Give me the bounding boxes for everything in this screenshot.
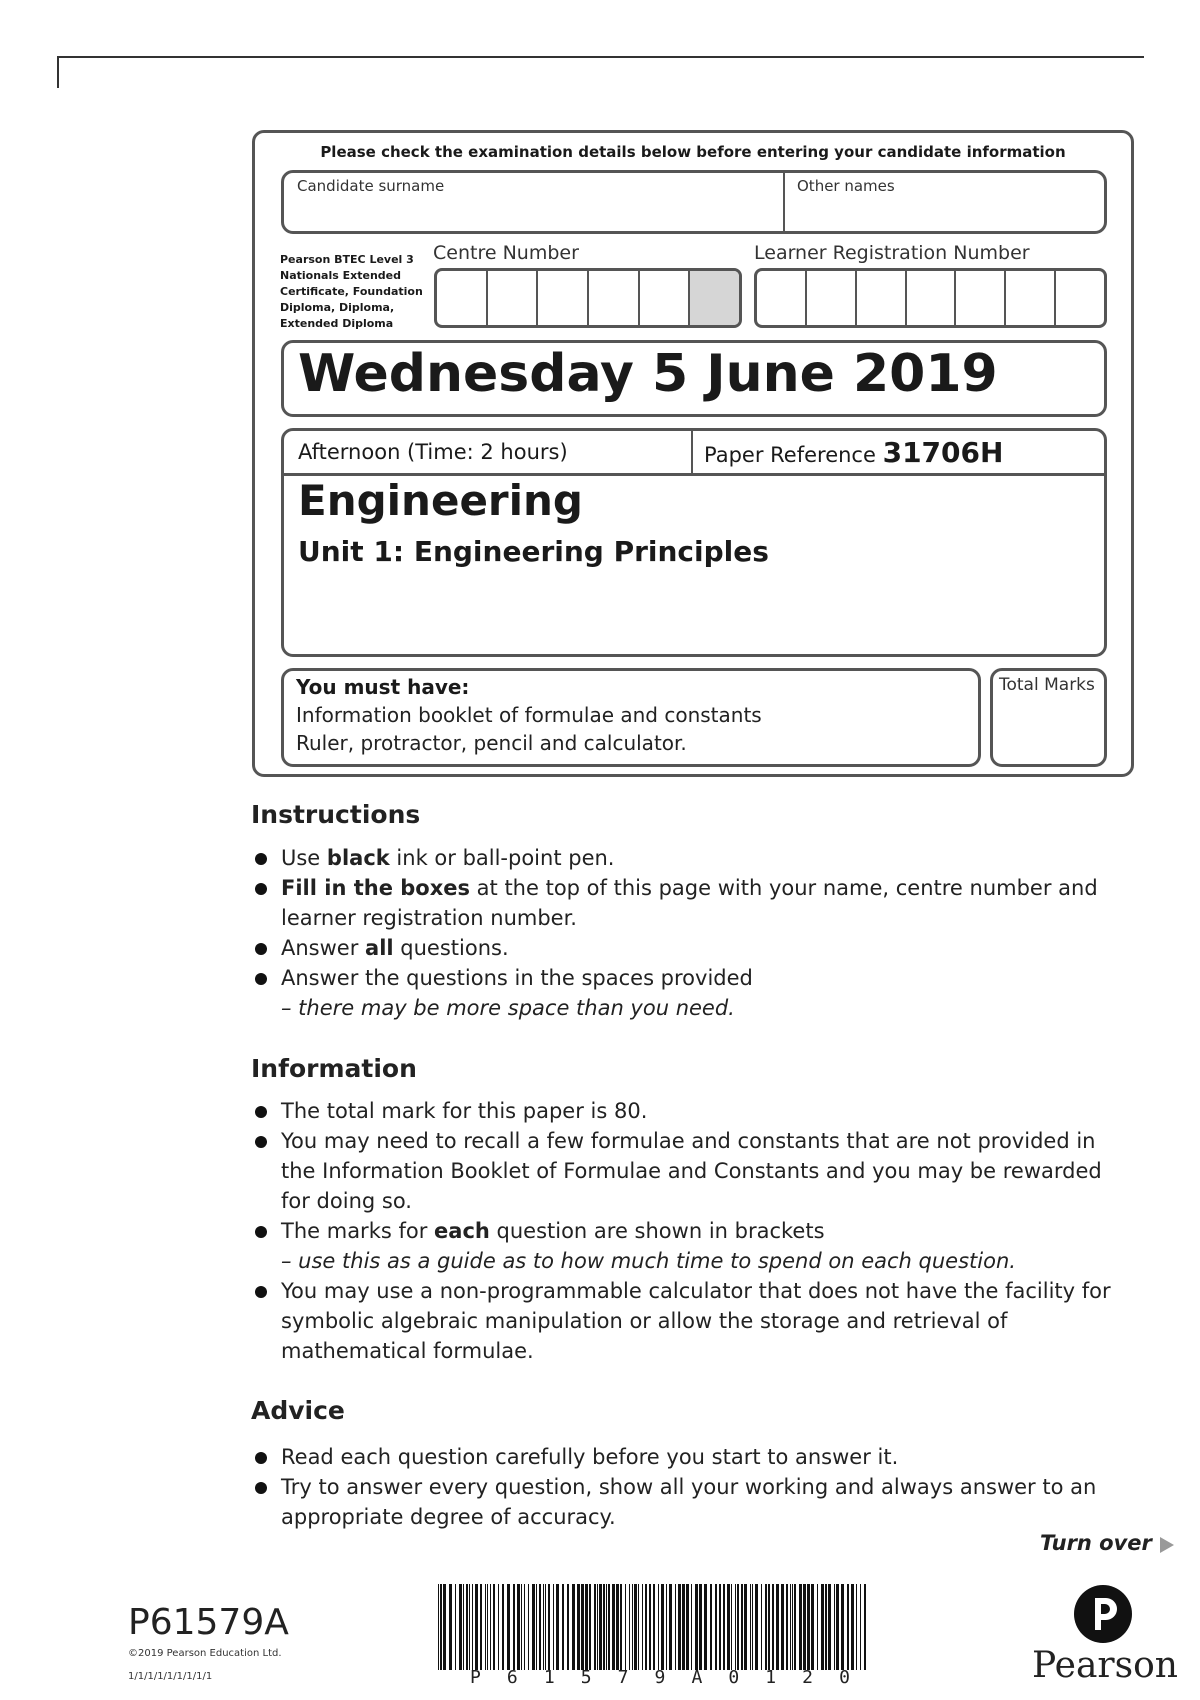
- barcode-bar: [675, 1584, 676, 1670]
- barcode-bar: [524, 1584, 525, 1670]
- barcode-bar: [792, 1584, 793, 1670]
- barcode-bar: [821, 1584, 824, 1670]
- instructions-heading: Instructions: [251, 800, 421, 829]
- barcode-digits: [470, 1667, 850, 1688]
- centre-number-cell[interactable]: [488, 271, 539, 325]
- barcode-digit: 6: [506, 1667, 518, 1688]
- barcode-digit: 1: [543, 1667, 555, 1688]
- centre-number-boxes: [434, 268, 742, 328]
- paper-reference-label: Paper Reference: [704, 443, 876, 467]
- barcode-bar: [817, 1584, 818, 1670]
- other-names-field[interactable]: [797, 176, 1097, 228]
- barcode-bar: [666, 1584, 667, 1670]
- barcode-digit: 2: [802, 1667, 813, 1688]
- information-heading: Information: [251, 1054, 417, 1083]
- bullet-item: The marks for each question are shown in brackets – use this as a guide as to how much time to spend on each question.: [251, 1216, 1111, 1276]
- barcode-bar: [768, 1584, 770, 1670]
- barcode-bar: [803, 1584, 806, 1670]
- barcode-bar: [691, 1584, 692, 1670]
- barcode-bar: [517, 1584, 520, 1670]
- exam-date: Wednesday 5 June 2019: [298, 344, 998, 404]
- bullet-note: – there may be more space than you need.: [281, 996, 735, 1020]
- barcode-digit: P: [470, 1667, 481, 1688]
- bullet-icon: [255, 853, 267, 865]
- barcode-bar: [513, 1584, 515, 1670]
- bullet-item: Read each question carefully before you start to answer it.: [251, 1442, 1111, 1472]
- barcode-bar: [493, 1584, 495, 1670]
- barcode-bar: [466, 1584, 468, 1670]
- barcode-bar: [634, 1584, 637, 1670]
- barcode-bar: [825, 1584, 827, 1670]
- barcode-bar: [752, 1584, 753, 1670]
- barcode-bar: [678, 1584, 681, 1670]
- bullet-item: You may need to recall a few formulae and constants that are not provided in the Information Booklet of Formulae and Constants and you may be rewarded for doing so.: [251, 1126, 1111, 1216]
- barcode-bar: [649, 1584, 651, 1670]
- barcode-bar: [629, 1584, 630, 1670]
- barcode-digit: A: [691, 1667, 703, 1688]
- bullet-note: – use this as a guide as to how much time to spend on each question.: [281, 1249, 1016, 1273]
- barcode-bar: [719, 1584, 721, 1670]
- barcode-bar: [498, 1584, 499, 1670]
- bullet-icon: [255, 1482, 267, 1494]
- barcode-bar: [638, 1584, 639, 1670]
- barcode-bar: [661, 1584, 664, 1670]
- learner-registration-cell[interactable]: [757, 271, 807, 325]
- centre-number-cell[interactable]: [437, 271, 488, 325]
- barcode-bar: [658, 1584, 659, 1670]
- barcode-bar: [737, 1584, 739, 1670]
- barcode-bar: [567, 1584, 569, 1670]
- bullet-icon: [255, 1106, 267, 1118]
- qualification-line: Nationals Extended: [280, 269, 401, 282]
- barcode-bar: [781, 1584, 784, 1670]
- total-marks-label: Total Marks: [999, 675, 1095, 695]
- barcode-bar: [485, 1584, 486, 1670]
- barcode-bar: [864, 1584, 866, 1670]
- barcode-bar: [606, 1584, 607, 1670]
- barcode-bar: [847, 1584, 849, 1670]
- barcode-bar: [741, 1584, 743, 1670]
- bullet-item: Fill in the boxes at the top of this page with your name, centre number and learner registration number.: [251, 873, 1111, 933]
- unit-title: Unit 1: Engineering Principles: [298, 535, 769, 568]
- barcode-bar: [455, 1584, 456, 1670]
- barcode-bar: [632, 1584, 633, 1670]
- centre-number-cell[interactable]: [589, 271, 640, 325]
- barcode-bar: [581, 1584, 584, 1670]
- barcode-bar: [860, 1584, 861, 1670]
- learner-registration-cell[interactable]: [907, 271, 957, 325]
- centre-number-label: Centre Number: [433, 242, 579, 264]
- bullet-item: Answer all questions.: [251, 933, 1111, 963]
- subject-title: Engineering: [298, 476, 583, 525]
- barcode-bar: [616, 1584, 619, 1670]
- barcode-bar: [642, 1584, 643, 1670]
- barcode-bar: [548, 1584, 550, 1670]
- barcode-bar: [556, 1584, 559, 1670]
- information-list: [251, 1096, 1111, 1366]
- barcode-bar: [608, 1584, 610, 1670]
- learner-registration-cell[interactable]: [857, 271, 907, 325]
- barcode-bar: [438, 1584, 439, 1670]
- barcode-bar: [507, 1584, 510, 1670]
- bullet-item: Try to answer every question, show all your working and always answer to an appropriate degree of accuracy.: [251, 1472, 1111, 1532]
- barcode-digit: 0: [839, 1667, 850, 1688]
- qualification-line: Extended Diploma: [280, 317, 394, 330]
- barcode-bar: [572, 1584, 575, 1670]
- barcode-digit: 7: [617, 1667, 629, 1688]
- barcode-bar: [536, 1584, 537, 1670]
- barcode-bar: [841, 1584, 844, 1670]
- barcode-bar: [440, 1584, 442, 1670]
- barcode-bar: [669, 1584, 672, 1670]
- barcode-bar: [449, 1584, 452, 1670]
- barcode-bar: [744, 1584, 747, 1670]
- barcode-bar: [794, 1584, 796, 1670]
- barcode-bar: [463, 1584, 464, 1670]
- bullet-item: The total mark for this paper is 80.: [251, 1096, 1111, 1126]
- pearson-logo-icon: [1073, 1584, 1133, 1644]
- bullet-item: You may use a non-programmable calculator that does not have the facility for symbolic algebraic manipulation or allow the storage and retrieval of mathematical formulae.: [251, 1276, 1111, 1366]
- crop-mark-horizontal: [57, 56, 1144, 58]
- barcode-bar: [475, 1584, 478, 1670]
- barcode-bar: [620, 1584, 622, 1670]
- barcode-bar: [834, 1584, 835, 1670]
- qualification-line: Pearson BTEC Level 3: [280, 253, 414, 266]
- barcode-bar: [553, 1584, 554, 1670]
- must-have-item: Ruler, protractor, pencil and calculator.: [296, 731, 687, 755]
- barcode-bar: [502, 1584, 504, 1670]
- barcode-bar: [710, 1584, 712, 1670]
- learner-registration-cell[interactable]: [1056, 271, 1104, 325]
- paper-code: P61579A: [128, 1602, 289, 1643]
- barcode-bar: [528, 1584, 529, 1670]
- barcode-bar: [443, 1584, 446, 1670]
- must-have-item: Information booklet of formulae and constants: [296, 703, 762, 727]
- turn-over-text: Turn over: [1040, 1531, 1152, 1555]
- barcode-digit: 0: [728, 1667, 740, 1688]
- barcode-bar: [545, 1584, 546, 1670]
- qualification-line: Certificate, Foundation: [280, 285, 423, 298]
- learner-registration-cell[interactable]: [807, 271, 857, 325]
- centre-number-cell[interactable]: [640, 271, 691, 325]
- barcode-bar: [755, 1584, 758, 1670]
- bullet-item: Use black ink or ball-point pen.: [251, 843, 1111, 873]
- barcode-bar: [765, 1584, 767, 1670]
- barcode-bar: [594, 1584, 596, 1670]
- barcode-bar: [786, 1584, 788, 1670]
- advice-list: [251, 1442, 1111, 1532]
- barcode-bar: [597, 1584, 598, 1670]
- paper-details-divider-vertical: [691, 430, 693, 474]
- barcode-bar: [589, 1584, 591, 1670]
- bullet-icon: [255, 1286, 267, 1298]
- barcode-bar: [543, 1584, 544, 1670]
- barcode-bar: [532, 1584, 535, 1670]
- barcode-bar: [585, 1584, 588, 1670]
- centre-number-cell[interactable]: [538, 271, 589, 325]
- barcode-bar: [799, 1584, 802, 1670]
- barcode-bar: [612, 1584, 615, 1670]
- other-names-label: Other names: [797, 177, 895, 195]
- barcode-bar: [487, 1584, 488, 1670]
- barcode-bar: [735, 1584, 736, 1670]
- barcode-bar: [851, 1584, 854, 1670]
- qualification-line: Diploma, Diploma,: [280, 301, 395, 314]
- learner-registration-label: Learner Registration Number: [754, 242, 1030, 264]
- barcode-bar: [490, 1584, 491, 1670]
- session-time: Afternoon (Time: 2 hours): [298, 440, 568, 464]
- advice-heading: Advice: [251, 1396, 345, 1425]
- barcode-bar: [653, 1584, 655, 1670]
- barcode-bar: [695, 1584, 698, 1670]
- candidate-surname-field[interactable]: [297, 176, 767, 228]
- candidate-name-divider: [783, 172, 785, 232]
- pearson-wordmark: Pearson: [1032, 1645, 1178, 1686]
- bullet-item: Answer the questions in the spaces provided – there may be more space than you need.: [251, 963, 1111, 1023]
- barcode-graphic: [438, 1584, 870, 1670]
- barcode-bar: [856, 1584, 857, 1670]
- barcode-bar: [699, 1584, 702, 1670]
- must-have-title: You must have:: [296, 675, 470, 699]
- barcode-bar: [828, 1584, 831, 1670]
- bullet-icon: [255, 883, 267, 895]
- copyright-text: ©2019 Pearson Education Ltd.: [128, 1648, 282, 1659]
- barcode-bar: [723, 1584, 725, 1670]
- barcode-bar: [715, 1584, 717, 1670]
- check-details-text: Please check the examination details below before entering your candidate information: [320, 143, 1066, 161]
- barcode-bar: [472, 1584, 473, 1670]
- barcode-bar: [603, 1584, 605, 1670]
- learner-registration-boxes: [754, 268, 1107, 328]
- barcode-bar: [469, 1584, 470, 1670]
- barcode-bar: [836, 1584, 839, 1670]
- barcode-bar: [731, 1584, 732, 1670]
- barcode-bar: [811, 1584, 814, 1670]
- barcode-digit: 5: [580, 1667, 592, 1688]
- paper-reference-code: 31706H: [882, 436, 1004, 469]
- bullet-icon: [255, 973, 267, 985]
- barcode-bar: [727, 1584, 730, 1670]
- barcode-bar: [790, 1584, 791, 1670]
- barcode-bar: [750, 1584, 751, 1670]
- barcode-bar: [682, 1584, 685, 1670]
- learner-registration-cell[interactable]: [956, 271, 1006, 325]
- sequence-text: 1/1/1/1/1/1/1/1/1: [128, 1671, 213, 1682]
- barcode-bar: [645, 1584, 647, 1670]
- qualification-text: [280, 252, 430, 332]
- barcode-bar: [480, 1584, 482, 1670]
- barcode-bar: [807, 1584, 810, 1670]
- turn-over-arrow-icon: [1160, 1537, 1174, 1553]
- bullet-icon: [255, 1226, 267, 1238]
- bullet-icon: [255, 1136, 267, 1148]
- centre-number-cell-shaded: [690, 271, 739, 325]
- barcode-bar: [761, 1584, 762, 1670]
- bullet-icon: [255, 943, 267, 955]
- paper-reference: [704, 436, 1003, 469]
- barcode-bar: [599, 1584, 602, 1670]
- barcode-digit: 1: [765, 1667, 777, 1688]
- instructions-list: [251, 843, 1111, 1023]
- barcode-bar: [521, 1584, 522, 1670]
- barcode-bar: [577, 1584, 580, 1670]
- barcode-bar: [776, 1584, 779, 1670]
- barcode-bar: [562, 1584, 564, 1670]
- barcode-bar: [704, 1584, 707, 1670]
- barcode-bar: [459, 1584, 462, 1670]
- bullet-icon: [255, 1452, 267, 1464]
- barcode-bar: [625, 1584, 626, 1670]
- learner-registration-cell[interactable]: [1006, 271, 1056, 325]
- barcode-bar: [686, 1584, 689, 1670]
- crop-mark-vertical: [57, 56, 59, 88]
- barcode-bar: [772, 1584, 774, 1670]
- barcode-bar: [539, 1584, 541, 1670]
- barcode-digit: 9: [654, 1667, 666, 1688]
- candidate-surname-label: Candidate surname: [297, 177, 445, 195]
